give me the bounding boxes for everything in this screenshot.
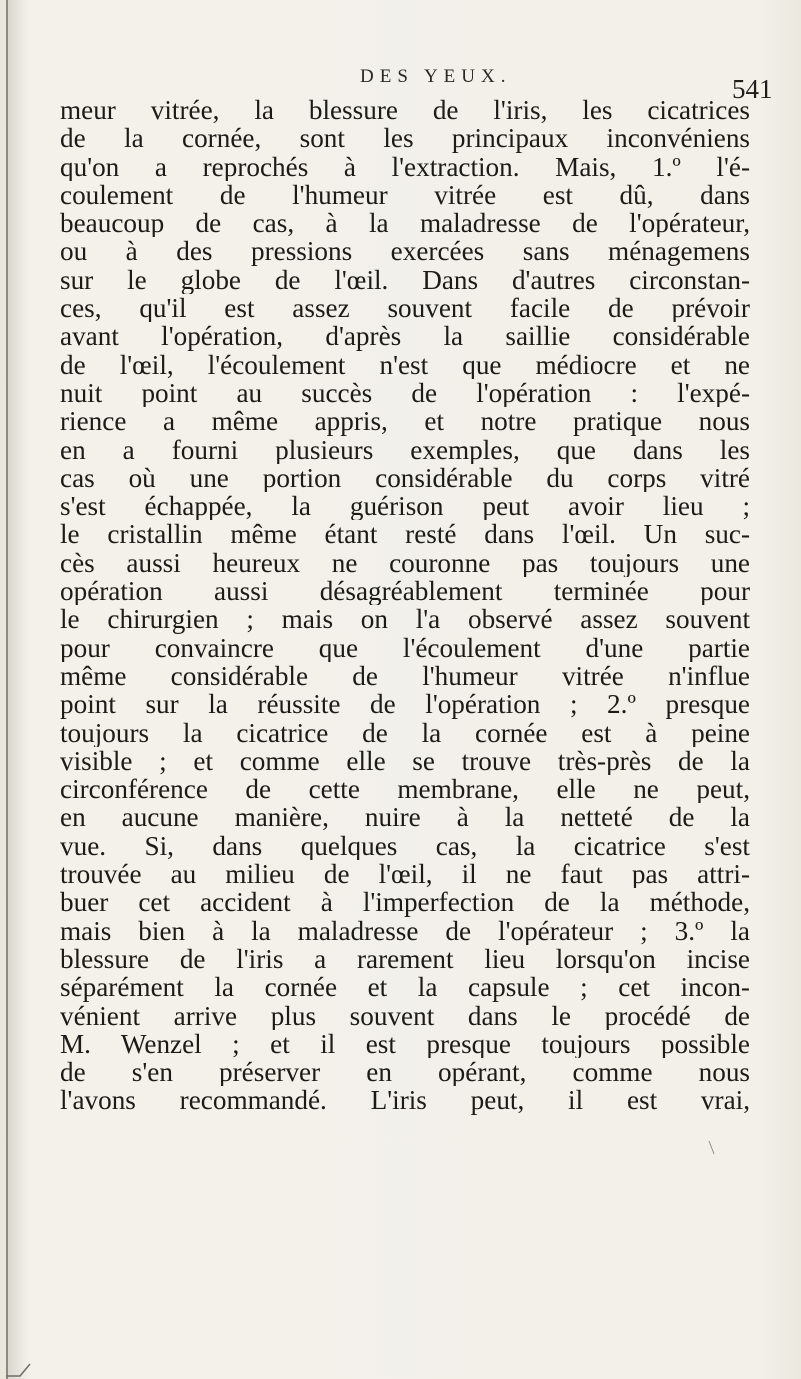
text-line: même considérable de l'humeur vitrée n'influe — [60, 661, 750, 691]
text-line: cas où une portion considérable du corps vitré — [60, 463, 750, 493]
text-line: ces, qu'il est assez souvent facile de prévoir — [60, 294, 750, 323]
margin-tick-mark — [708, 1140, 716, 1156]
text-line: de l'œil, l'écoulement n'est que médiocre et ne — [60, 350, 750, 379]
text-line: s'est échappée, la guérison peut avoir lieu ; — [60, 492, 750, 521]
text-line: pour convaincre que l'écoulement d'une partie — [60, 633, 750, 662]
text-line: opération aussi désagréablement terminée pour — [60, 577, 750, 606]
text-line: coulement de l'humeur vitrée est dû, dans — [60, 180, 750, 210]
text-line: qu'on a reprochés à l'extraction. Mais, 1.º l'é- — [60, 152, 750, 181]
text-line: de s'en préserver en opérant, comme nous — [60, 1058, 750, 1087]
text-line: en a fourni plusieurs exemples, que dans les — [60, 435, 750, 464]
text-line: cès aussi heureux ne couronne pas toujours une — [60, 548, 750, 578]
text-line: visible ; et comme elle se trouve très-près de la — [60, 746, 750, 776]
text-line: blessure de l'iris a rarement lieu lorsqu'on incise — [60, 944, 750, 974]
page-number: 541 — [732, 74, 773, 104]
text-line: le chirurgien ; mais on l'a observé assez souvent — [60, 605, 750, 634]
binding-shadow — [8, 0, 28, 1379]
running-head: DES YEUX. — [360, 66, 512, 87]
text-line: M. Wenzel ; et il est presque toujours possible — [60, 1029, 750, 1059]
text-line: vénient arrive plus souvent dans le procédé de — [60, 1001, 750, 1030]
body-text — [60, 96, 750, 1115]
text-line: rience a même appris, et notre pratique nous — [60, 407, 750, 436]
text-line: le cristallin même étant resté dans l'œil. Un suc- — [60, 520, 750, 549]
text-line: circonférence de cette membrane, elle ne peut, — [60, 775, 750, 804]
text-line: beaucoup de cas, à la maladresse de l'opérateur, — [60, 209, 750, 238]
text-line: nuit point au succès de l'opération : l'expé- — [60, 378, 750, 408]
page-header — [0, 60, 801, 104]
text-line: trouvée au milieu de l'œil, il ne faut pas attri- — [60, 860, 750, 889]
text-line: point sur la réussite de l'opération ; 2.º presque — [60, 690, 750, 719]
text-line: vue. Si, dans quelques cas, la cicatrice s'est — [60, 831, 750, 861]
text-line: en aucune manière, nuire à la netteté de la — [60, 803, 750, 832]
text-line: de la cornée, sont les principaux inconvéniens — [60, 124, 750, 153]
page-corner-mark — [4, 1358, 44, 1378]
text-line: toujours la cicatrice de la cornée est à peine — [60, 718, 750, 747]
text-line: ou à des pressions exercées sans ménagemens — [60, 237, 750, 266]
text-line: mais bien à la maladresse de l'opérateur ; 3.º la — [60, 916, 750, 945]
text-line: séparément la cornée et la capsule ; cet incon- — [60, 973, 750, 1002]
text-line: meur vitrée, la blessure de l'iris, les cicatrices — [60, 96, 750, 125]
text-line: sur le globe de l'œil. Dans d'autres circonstan- — [60, 265, 750, 295]
text-line: buer cet accident à l'imperfection de la méthode, — [60, 888, 750, 917]
text-line: l'avons recommandé. L'iris peut, il est vrai, — [60, 1086, 750, 1115]
text-line: avant l'opération, d'après la saillie considérable — [60, 322, 750, 351]
